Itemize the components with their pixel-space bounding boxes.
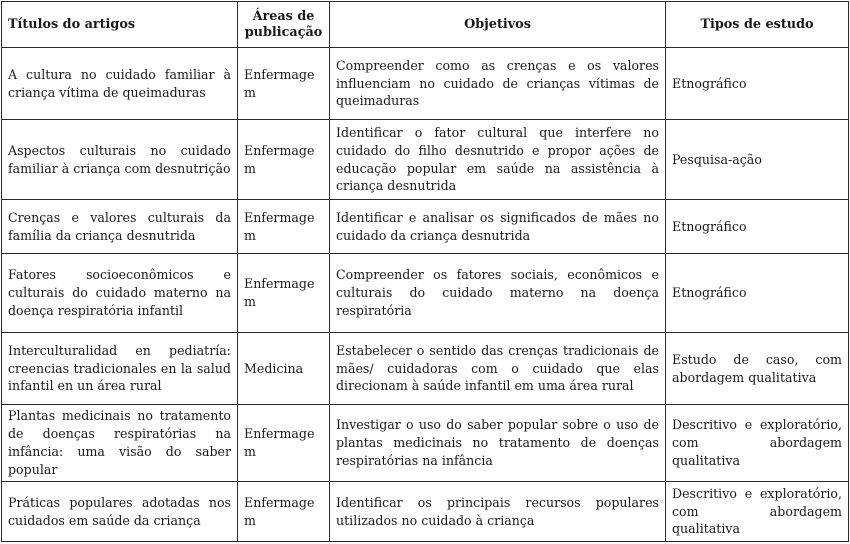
article-title: Práticas populares adotadas nos cuidados em saúde da criança xyxy=(2,482,238,542)
publication-area: Enfermagem xyxy=(238,48,330,120)
objective: Investigar o uso do saber popular sobre o uso de plantas medicinais no tratamento de doenças respiratórias na infância xyxy=(330,405,666,482)
table-row xyxy=(2,333,849,405)
study-type: Etnográfico xyxy=(666,48,849,120)
publication-area: Enfermagem xyxy=(238,254,330,333)
table-row xyxy=(2,200,849,254)
study-type: Estudo de caso, com abordagem qualitativa xyxy=(666,333,849,405)
study-type: Etnográfico xyxy=(666,254,849,333)
objective: Compreender os fatores sociais, econômicos e culturais do cuidado materno na doença respiratória xyxy=(330,254,666,333)
objective: Identificar o fator cultural que interfere no cuidado do filho desnutrido e propor ações de educação popular em saúde na assistência à criança desnutrida xyxy=(330,120,666,200)
table-body xyxy=(2,48,849,542)
objective: Estabelecer o sentido das crenças tradicionais de mães/ cuidadoras com o cuidado que elas direcionam à saúde infantil em uma área rural xyxy=(330,333,666,405)
article-title: Crenças e valores culturais da família da criança desnutrida xyxy=(2,200,238,254)
article-title: Aspectos culturais no cuidado familiar à criança com desnutrição xyxy=(2,120,238,200)
objective: Compreender como as crenças e os valores influenciam no cuidado de crianças vítimas de queimaduras xyxy=(330,48,666,120)
publication-area: Enfermagem xyxy=(238,120,330,200)
article-title: Plantas medicinais no tratamento de doenças respiratórias na infância: uma visão do saber popular xyxy=(2,405,238,482)
header-titles: Títulos do artigos xyxy=(2,2,238,48)
study-type: Descritivo e exploratório, com abordagem qualitativa xyxy=(666,482,849,542)
header-row xyxy=(2,2,849,48)
article-title: Interculturalidad en pediatría: creencias tradicionales en la salud infantil en un área rural xyxy=(2,333,238,405)
table-row xyxy=(2,48,849,120)
publication-area: Enfermagem xyxy=(238,405,330,482)
objective: Identificar e analisar os significados de mães no cuidado da criança desnutrida xyxy=(330,200,666,254)
header-areas: Áreas de publicação xyxy=(238,2,330,48)
table-row xyxy=(2,405,849,482)
header-study-types: Tipos de estudo xyxy=(666,2,849,48)
publication-area: Enfermagem xyxy=(238,200,330,254)
study-type: Descritivo e exploratório, com abordagem qualitativa xyxy=(666,405,849,482)
study-type: Pesquisa-ação xyxy=(666,120,849,200)
study-type: Etnográfico xyxy=(666,200,849,254)
article-title: A cultura no cuidado familiar à criança vítima de queimaduras xyxy=(2,48,238,120)
publication-area: Enfermagem xyxy=(238,482,330,542)
table-row xyxy=(2,254,849,333)
header-objectives: Objetivos xyxy=(330,2,666,48)
publication-area: Medicina xyxy=(238,333,330,405)
article-title: Fatores socioeconômicos e culturais do cuidado materno na doença respiratória infantil xyxy=(2,254,238,333)
table-row xyxy=(2,120,849,200)
articles-table xyxy=(1,1,849,542)
table-row xyxy=(2,482,849,542)
objective: Identificar os principais recursos populares utilizados no cuidado à criança xyxy=(330,482,666,542)
table-header xyxy=(2,2,849,48)
